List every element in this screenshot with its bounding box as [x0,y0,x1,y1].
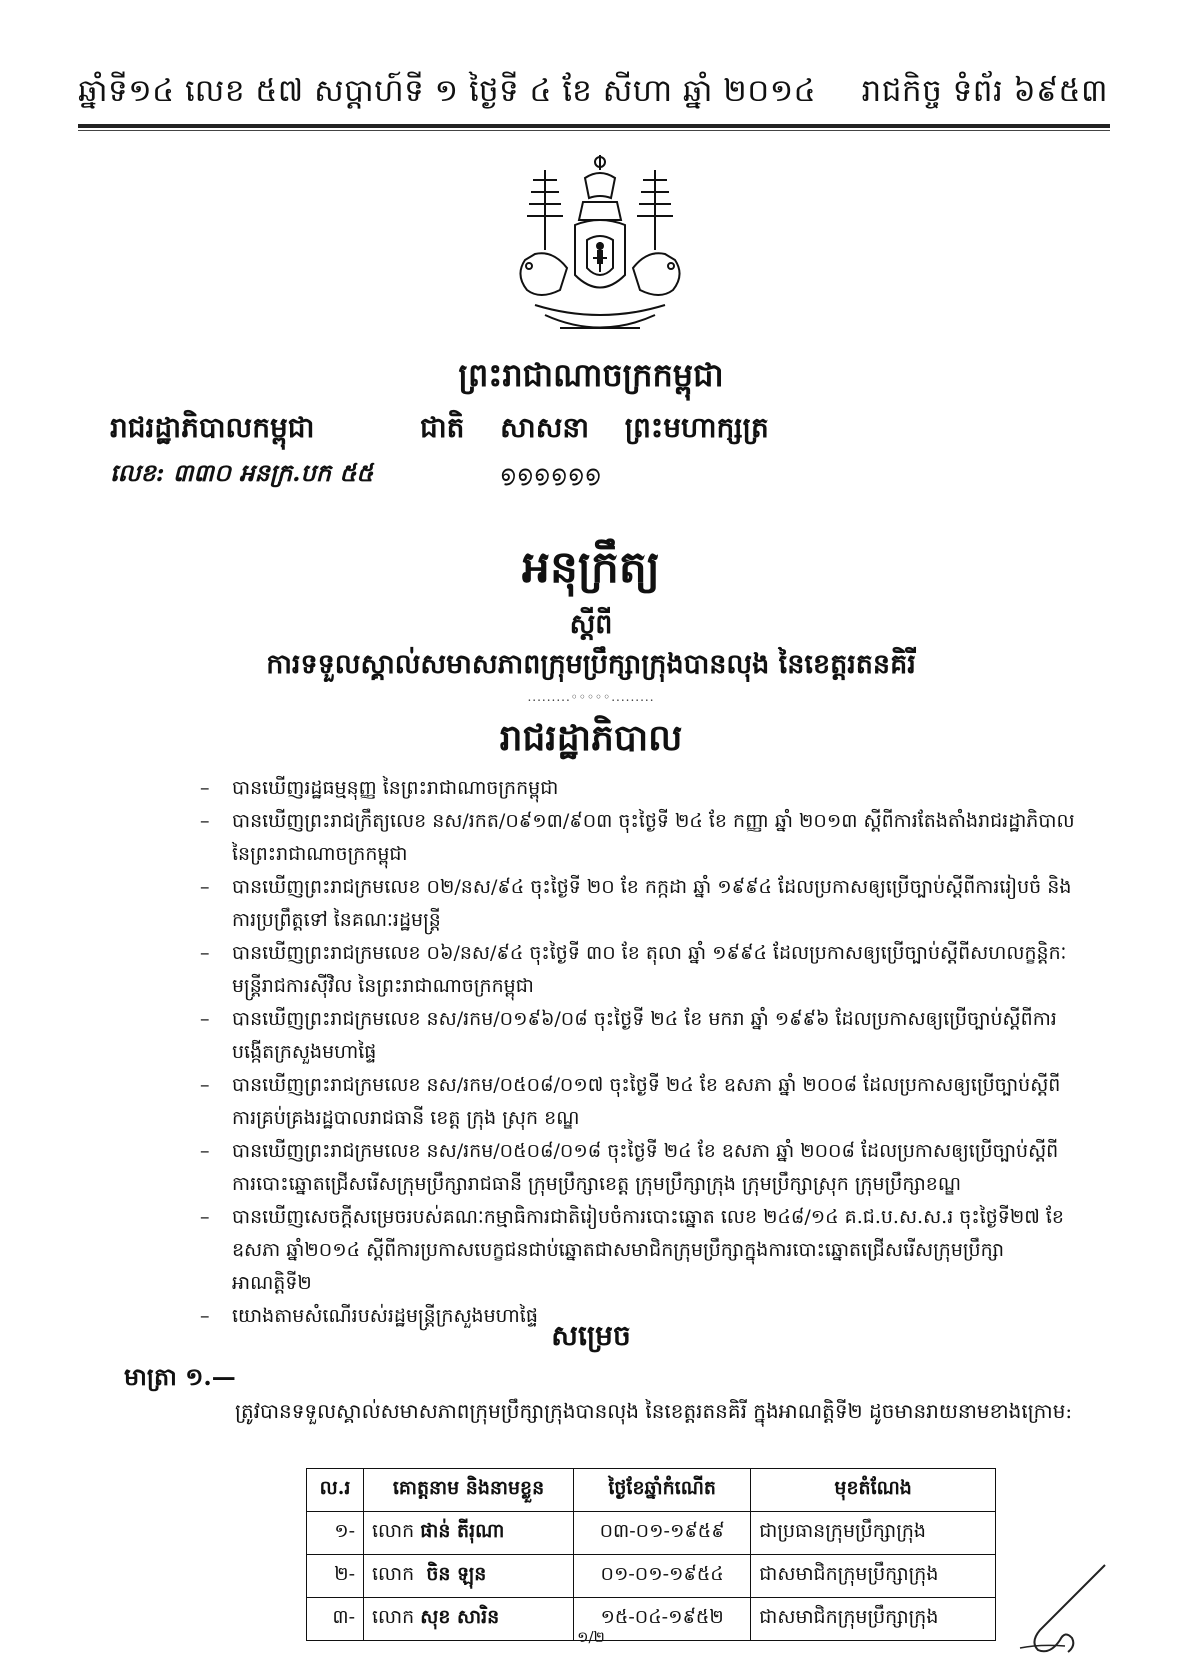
column-header-number: ល.រ [307,1469,364,1512]
subject-divider: .........◦◦◦◦◦......... [527,690,655,704]
member-dob: ១៥-០៤-១៩៥២ [574,1598,751,1641]
member-honorific: លោក [372,1606,415,1628]
consideration-item: – បានឃើញព្រះរាជក្រមលេខ នស/រកម/០៥០៨/០១៨ ចុះថ្ងៃទី ២៤ ខែ ឧសភា ឆ្នាំ ២០០៨ ដែលប្រកាសឲ្យប្រើច្បាប់ស្តីពីការបោះឆ្នោតជ្រើសរើសក្រុមប្រឹក្សារាជធានី ក្រុមប្រឹក្សាខេត្ត ក្រុមប្រឹក្សាក្រុង ក្រុមប្រឹក្សាស្រុក ក្រុមប្រឹក្សាខណ្ឌ [200,1135,1080,1201]
column-header-name: គោត្តនាម និងនាមខ្លួន [364,1469,574,1512]
consideration-item: – យោងតាមសំណើរបស់រដ្ឋមន្ត្រីក្រសួងមហាផ្ទៃ [200,1300,1080,1333]
document-subject: ការទទួលស្គាល់សមាសភាពក្រុមប្រឹក្សាក្រុងបានលុង នៃខេត្តរតនគិរី [266,649,916,680]
row-number: ១- [307,1512,364,1555]
decision-heading: សម្រេច [551,1319,631,1352]
member-position: ជាប្រធានក្រុមប្រឹក្សាក្រុង [751,1512,996,1555]
members-table [306,1468,996,1641]
header-rule-thin [78,130,1110,131]
consideration-item: – បានឃើញព្រះរាជក្រមលេខ ០៦/នស/៩៤ ចុះថ្ងៃទី ៣០ ខែ តុលា ឆ្នាំ ១៩៩៤ ដែលប្រកាសឲ្យប្រើច្បាប់ស្តីពីសហលក្ខន្តិកៈមន្ត្រីរាជការស៊ីវិល នៃព្រះរាជាណាចក្រកម្ពុជា [200,937,1080,1003]
consideration-item: – បានឃើញព្រះរាជក្រមលេខ នស/រកម/០១៩៦/០៨ ចុះថ្ងៃទី ២៤ ខែ មករា ឆ្នាំ ១៩៩៦ ដែលប្រកាសឲ្យប្រើច្បាប់ស្តីពីការបង្កើតក្រសួងមហាផ្ទៃ [200,1003,1080,1069]
gazette-page-ref: រាជកិច្ច ទំព័រ ៦៩៥៣ [861,73,1108,109]
member-dob: ០១-០១-១៩៥៤ [574,1555,751,1598]
row-number: ៣- [307,1598,364,1641]
member-name-cell [364,1512,574,1555]
consideration-item: – បានឃើញព្រះរាជក្រឹត្យលេខ នស/រកត/០៩១៣/៩០៣ ចុះថ្ងៃទី ២៤ ខែ កញ្ញា ឆ្នាំ ២០១៣ ស្តីពីការតែងតាំងរាជរដ្ឋាភិបាល នៃព្រះរាជាណាចក្រកម្ពុជា [200,805,1080,871]
government-name: រាជរដ្ឋាភិបាលកម្ពុជា [110,411,315,444]
article-heading: មាត្រា ១.— [124,1362,236,1391]
header-rule [78,124,1110,128]
document-title: អនុក្រឹត្យ [522,542,660,593]
gazette-issue-info: ឆ្នាំទី១៤ លេខ ៥៧ សប្តាហ៍ទី ១ ថ្ងៃទី ៤ ខែ សីហា ឆ្នាំ ២០១៤ [78,73,817,109]
document-number: លេខ: ៣៣០ អនក្រ.បក ៥៥ [110,458,374,487]
ornament-divider: ൭൭൭൭൭൭ [500,462,602,487]
member-name-cell [364,1555,574,1598]
member-name: សុខ សារិន [420,1606,500,1628]
table-row [307,1555,996,1598]
gazette-header [78,72,1108,122]
consideration-item: – បានឃើញព្រះរាជក្រមលេខ នស/រកម/០៥០៨/០១៧ ចុះថ្ងៃទី ២៤ ខែ ឧសភា ឆ្នាំ ២០០៨ ដែលប្រកាសឲ្យប្រើច្បាប់ស្តីពីការគ្រប់គ្រងរដ្ឋបាលរាជធានី ខេត្ត ក្រុង ស្រុក ខណ្ឌ [200,1069,1080,1135]
article-text: ត្រូវបានទទួលស្គាល់សមាសភាពក្រុមប្រឹក្សាក្រុងបានលុង នៃខេត្តរតនគិរី ក្នុងអាណត្តិទី២ ដូចមានរាយនាមខាងក្រោម: [235,1399,1073,1423]
member-honorific: លោក [372,1563,415,1585]
kingdom-name: ព្រះរាជាណាចក្រកម្ពុជា [458,356,724,394]
consideration-item: – បានឃើញសេចក្តីសម្រេចរបស់គណៈកម្មាធិការជាតិរៀបចំការបោះឆ្នោត លេខ ២៤៨/១៤ គ.ជ.ប.ស.ស.រ ចុះថ្ងៃទី២៧ ខែឧសភា ឆ្នាំ២០១៤ ស្តីពីការប្រកាសបេក្ខជនជាប់ឆ្នោតជាសមាជិកក្រុមប្រឹក្សាក្នុងការបោះឆ្នោតជ្រើសរើសក្រុមប្រឹក្សាអាណត្តិទី២ [200,1201,1080,1300]
table-row [307,1512,996,1555]
member-name: ចិន ឡុន [426,1563,487,1585]
member-dob: ០៣-០១-១៩៥៩ [574,1512,751,1555]
subject-label: ស្តីពី [569,609,613,640]
issuing-authority: រាជរដ្ឋាភិបាល [499,717,683,759]
member-position: ជាសមាជិកក្រុមប្រឹក្សាក្រុង [751,1598,996,1641]
member-position: ជាសមាជិកក្រុមប្រឹក្សាក្រុង [751,1555,996,1598]
member-name: ផាន់ តីរុណា [420,1520,505,1542]
page-number: ១/២ [577,1628,605,1646]
column-header-position: មុខតំណែង [751,1469,996,1512]
row-number: ២- [307,1555,364,1598]
consideration-item: – បានឃើញព្រះរាជក្រមលេខ ០២/នស/៩៤ ចុះថ្ងៃទី ២០ ខែ កក្កដា ឆ្នាំ ១៩៩៤ ដែលប្រកាសឲ្យប្រើច្បាប់ស្តីពីការរៀបចំ និងការប្រព្រឹត្តទៅ នៃគណៈរដ្ឋមន្ត្រី [200,871,1080,937]
table-header-row [307,1469,996,1512]
consideration-item: – បានឃើញរដ្ឋធម្មនុញ្ញ នៃព្រះរាជាណាចក្រកម្ពុជា [200,772,1080,805]
royal-coat-of-arms-icon [505,150,695,350]
national-motto: ជាតិ សាសនា ព្រះមហាក្សត្រ [420,411,769,444]
member-honorific: លោក [372,1520,415,1542]
considerations-list [200,772,1080,1333]
column-header-dob: ថ្ងៃខែឆ្នាំកំណើត [574,1469,751,1512]
